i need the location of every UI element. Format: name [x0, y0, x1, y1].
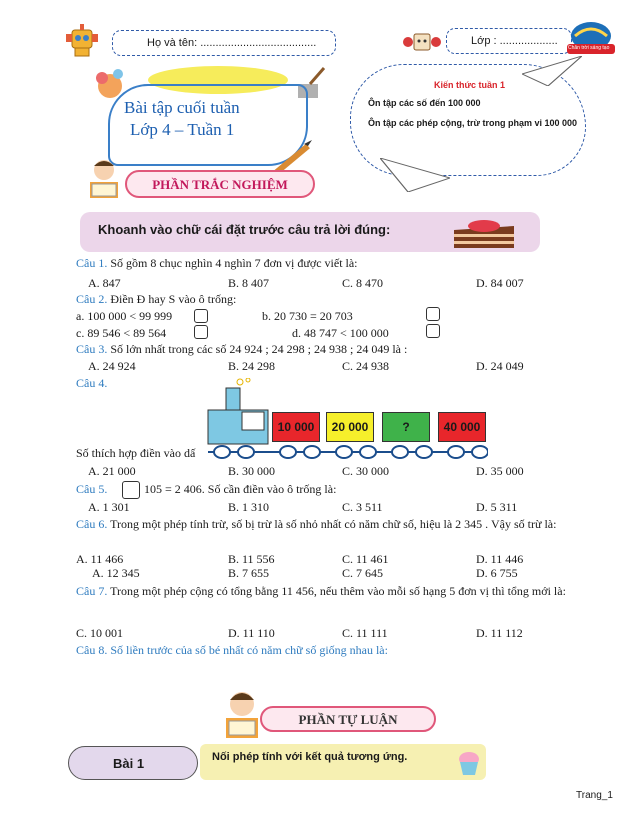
option-a[interactable]: A. 21 000 — [88, 464, 136, 478]
question-text: Số thích hợp điền vào dấ — [76, 446, 196, 460]
question-4 — [76, 376, 107, 391]
option-c[interactable]: C. 30 000 — [342, 464, 390, 478]
question-text: Trong một phép cộng có tổng bằng 11 456, nếu thêm vào mỗi số hạng 5 đơn vị thì tổng mới là: — [110, 584, 566, 598]
page-number: Trang_1 — [576, 790, 613, 801]
logo-text: Chân trời sáng tạo — [568, 45, 610, 51]
train-car-2: 20 000 — [326, 412, 374, 442]
question-1 — [76, 256, 358, 271]
option-c[interactable]: C. 8 470 — [342, 276, 384, 290]
statement-d: d. 48 747 < 100 000 — [292, 326, 389, 340]
question-2 — [76, 292, 236, 307]
question-text: Trong một phép tính trừ, số bị trừ là số nhỏ nhất có năm chữ số, hiệu là 2 345 . Vậy số trừ là: — [110, 517, 557, 531]
cupcake-icon — [456, 750, 482, 776]
question-text: Số liền trước của số bé nhất có năm chữ số giống nhau là: — [110, 643, 388, 657]
student-name-field[interactable] — [112, 30, 336, 56]
question-text: Số lớn nhất trong các số 24 924 ; 24 298 ; 24 938 ; 24 049 là : — [110, 342, 408, 356]
question-text: Điền Đ hay S vào ô trống: — [110, 292, 237, 306]
knowledge-line-2: Ôn tập các phép cộng, trừ trong phạm vi 100 000 — [368, 118, 578, 128]
train-car-4: 40 000 — [438, 412, 486, 442]
class-label: Lớp : ................... — [471, 35, 558, 47]
option-b[interactable]: B. 30 000 — [228, 464, 276, 478]
answer-box-c[interactable] — [194, 325, 208, 339]
option-b[interactable]: D. 11 110 — [228, 626, 275, 640]
option-d[interactable]: D. 6 755 — [476, 566, 518, 580]
essay-section-banner: PHẦN TỰ LUẬN — [260, 706, 436, 732]
question-text: Số gồm 8 chục nghìn 4 nghìn 7 đơn vị được viết là: — [110, 256, 358, 270]
question-label: Câu 7. — [76, 584, 108, 598]
question-text: 105 = 2 406. Số cần điền vào ô trống là: — [144, 482, 337, 496]
question-3 — [76, 342, 407, 357]
knowledge-title: Kiến thức tuần 1 — [434, 80, 506, 90]
option-a[interactable]: A. 11 466 — [76, 552, 124, 566]
worksheet-subtitle: Lớp 4 – Tuần 1 — [130, 120, 235, 139]
exercise-1-text: Bài 1 — [113, 756, 145, 771]
exercise-1-task — [200, 744, 486, 780]
option-d[interactable]: D. 11 112 — [476, 626, 523, 640]
option-d[interactable]: D. 24 049 — [476, 359, 524, 373]
option-b[interactable]: B. 1 310 — [228, 500, 270, 514]
option-c[interactable]: C. 11 111 — [342, 626, 388, 640]
option-c[interactable]: C. 7 645 — [342, 566, 384, 580]
question-label: Câu 4. — [76, 376, 108, 390]
robot-decoration-icon — [402, 30, 442, 54]
question-label: Câu 3. — [76, 342, 108, 356]
blank-box[interactable] — [122, 481, 140, 499]
option-a[interactable]: C. 10 001 — [76, 626, 124, 640]
answer-box-b[interactable] — [426, 307, 440, 321]
question-label: Câu 6. — [76, 517, 108, 531]
option-c[interactable]: C. 24 938 — [342, 359, 390, 373]
option-d[interactable]: D. 11 446 — [476, 552, 524, 566]
cake-icon — [452, 216, 516, 250]
answer-box-d[interactable] — [426, 324, 440, 338]
name-label: Họ và tên: ...................................... — [147, 37, 317, 49]
option-c[interactable]: C. 11 461 — [342, 552, 389, 566]
question-7 — [76, 584, 626, 599]
option-a[interactable]: A. 1 301 — [88, 500, 130, 514]
question-label: Câu 1. — [76, 256, 108, 270]
option-b[interactable]: B. 11 556 — [228, 552, 275, 566]
paper-plane-icon — [522, 56, 582, 86]
train-car-1: 10 000 — [272, 412, 320, 442]
question-label: Câu 5. — [76, 482, 108, 496]
exercise-1-instruction: Nối phép tính với kết quả tương ứng. — [212, 751, 408, 763]
publisher-logo — [565, 18, 617, 58]
knowledge-line-1: Ôn tập các số đến 100 000 — [368, 98, 481, 108]
statement-c: c. 89 546 < 89 564 — [76, 326, 167, 340]
option-b[interactable]: B. 24 298 — [228, 359, 276, 373]
question-label: Câu 2. — [76, 292, 108, 306]
answer-box-a[interactable] — [194, 309, 208, 323]
statement-a: a. 100 000 < 99 999 — [76, 309, 173, 323]
paper-plane-icon — [380, 158, 450, 192]
option-a[interactable]: A. 24 924 — [88, 359, 136, 373]
instruction-text: Khoanh vào chữ cái đặt trước câu trả lời đúng: — [98, 222, 391, 237]
question-label: Câu 8. — [76, 643, 108, 657]
question-8 — [76, 643, 388, 658]
option-a[interactable]: A. 12 345 — [92, 566, 140, 580]
reading-kid-icon — [220, 690, 264, 742]
option-d[interactable]: D. 35 000 — [476, 464, 524, 478]
option-d[interactable]: D. 84 007 — [476, 276, 524, 290]
option-b[interactable]: B. 7 655 — [228, 566, 270, 580]
option-d[interactable]: D. 5 311 — [476, 500, 518, 514]
statement-b: b. 20 730 = 20 703 — [262, 309, 353, 323]
reading-kid-icon — [84, 158, 124, 202]
robot-decoration-icon — [66, 22, 98, 58]
exercise-1-label — [68, 746, 198, 780]
train-track — [208, 444, 488, 460]
train-car-3: ? — [382, 412, 430, 442]
question-5-label — [76, 482, 107, 497]
student-class-field[interactable] — [446, 28, 572, 54]
option-c[interactable]: C. 3 511 — [342, 500, 383, 514]
worksheet-title: Bài tập cuối tuần — [124, 98, 240, 117]
multiple-choice-banner: PHẦN TRẮC NGHIỆM — [125, 170, 315, 198]
question-6 — [76, 517, 626, 532]
option-b[interactable]: B. 8 407 — [228, 276, 270, 290]
option-a[interactable]: A. 847 — [88, 276, 121, 290]
